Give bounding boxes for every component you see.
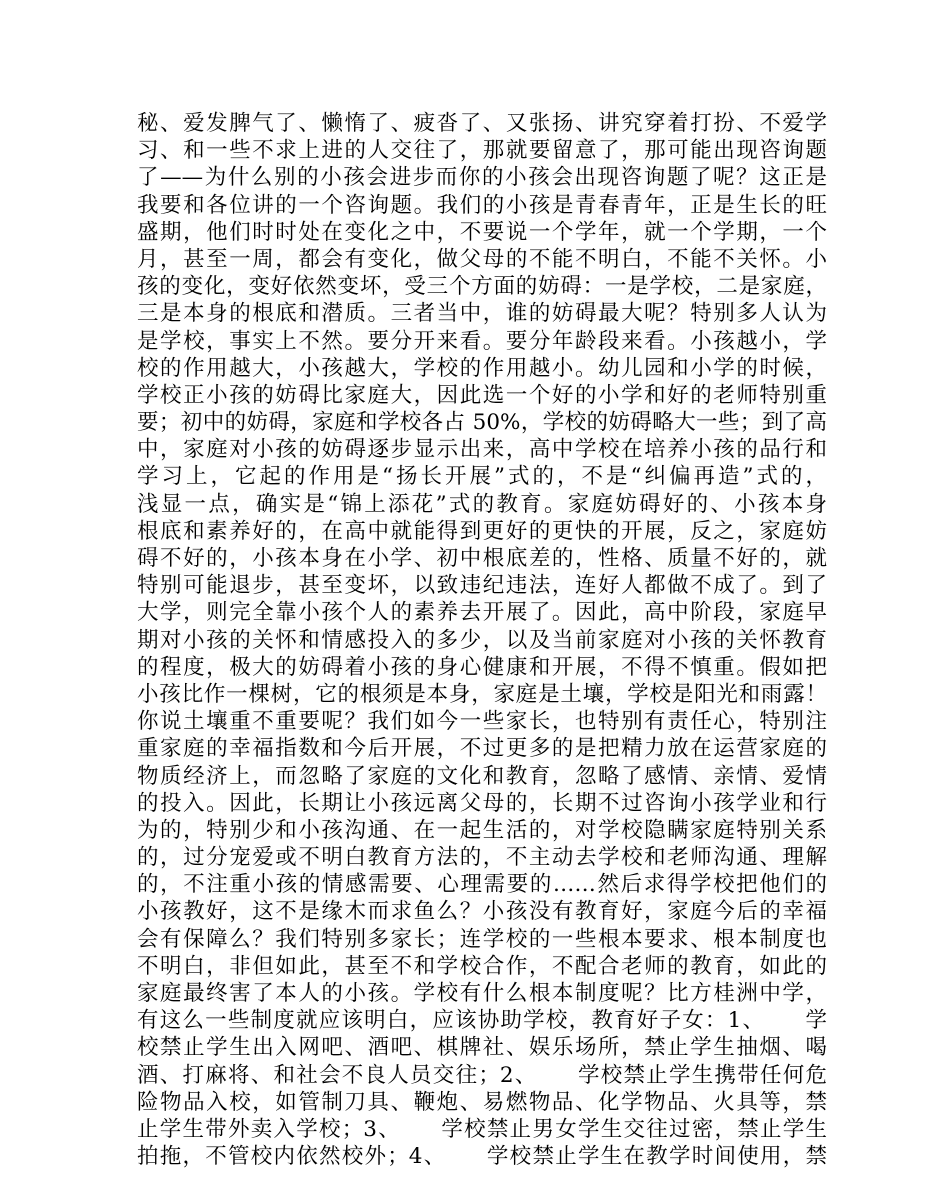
text-line: 学习上，它起的作用是“扬长开展”式的，不是“纠偏再造”式的， — [137, 464, 827, 490]
text-line: 习、和一些不求上进的人交往了，那就要留意了，那可能出现咨询题 — [137, 138, 827, 164]
text-line: 校禁止学生出入网吧、酒吧、棋牌社、娱乐场所，禁止学生抽烟、喝 — [137, 1035, 827, 1061]
text-line: 特别可能退步，甚至变坏，以致违纪违法，连好人都做不成了。到了 — [137, 573, 827, 599]
text-line: 孩的变化，变好依然变坏，受三个方面的妨碍：一是学校，二是家庭， — [137, 274, 827, 300]
text-line: 碍不好的，小孩本身在小学、初中根底差的，性格、质量不好的，就 — [137, 546, 827, 571]
text-line: 小孩比作一棵树，它的根须是本身，家庭是土壤，学校是阳光和雨露！ — [137, 681, 827, 707]
text-line: 为的，特别少和小孩沟通、在一起生活的，对学校隐瞒家庭特别关系 — [137, 817, 827, 843]
text-line: 你说土壤重不重要呢？我们如今一些家长，也特别有责任心，特别注 — [137, 709, 827, 735]
text-line: 要；初中的妨碍，家庭和学校各占 50%，学校的妨碍略大一些；到了高 — [137, 410, 827, 436]
text-line: 期对小孩的关怀和情感投入的多少，以及当前家庭对小孩的关怀教育 — [137, 627, 827, 653]
body-text — [137, 110, 827, 1170]
text-line: 根底和素养好的，在高中就能得到更好的更快的开展，反之，家庭妨 — [137, 518, 827, 544]
text-line: 拍拖，不管校内依然校外；4、 学校禁止学生在教学时间使用，禁 — [137, 1144, 827, 1170]
text-line: 大学，则完全靠小孩个人的素养去开展了。因此，高中阶段，家庭早 — [137, 600, 827, 626]
text-line: 三是本身的根底和潜质。三者当中，谁的妨碍最大呢？特别多人认为 — [137, 301, 827, 327]
text-line: 我要和各位讲的一个咨询题。我们的小孩是青春青年，正是生长的旺 — [137, 192, 827, 218]
text-line: 浅显一点，确实是“锦上添花”式的教育。家庭妨碍好的、小孩本身 — [137, 491, 827, 517]
text-line: 小孩教好，这不是缘木而求鱼么？小孩没有教育好，家庭今后的幸福 — [137, 899, 827, 925]
text-line: 盛期，他们时时处在变化之中，不要说一个学年，就一个学期，一个 — [137, 219, 827, 245]
text-line: 的程度，极大的妨碍着小孩的身心健康和开展，不得不慎重。假如把 — [137, 654, 827, 680]
text-line: 重家庭的幸福指数和今后开展，不过更多的是把精力放在运营家庭的 — [137, 736, 827, 762]
text-line: 是学校，事实上不然。要分开来看。要分年龄段来看。小孩越小，学 — [137, 328, 827, 354]
text-line: 不明白，非但如此，甚至不和学校合作，不配合老师的教育，如此的 — [137, 953, 827, 979]
text-line: 的投入。因此，长期让小孩远离父母的，长期不过咨询小孩学业和行 — [137, 790, 827, 816]
text-line: 了——为什么别的小孩会进步而你的小孩会出现咨询题了呢？这正是 — [137, 165, 827, 191]
text-line: 会有保障么？我们特别多家长；连学校的一些根本要求、根本制度也 — [137, 926, 827, 952]
text-line: 的，不注重小孩的情感需要、心理需要的……然后求得学校把他们的 — [137, 872, 827, 898]
text-line: 校的作用越大，小孩越大，学校的作用越小。幼儿园和小学的时候， — [137, 355, 827, 381]
text-line: 家庭最终害了本人的小孩。学校有什么根本制度呢？比方桂洲中学， — [137, 981, 827, 1006]
text-line: 物质经济上，而忽略了家庭的文化和教育，忽略了感情、亲情、爱情 — [137, 763, 827, 789]
text-line: 月，甚至一周，都会有变化，做父母的不能不明白，不能不关怀。小 — [137, 246, 827, 272]
text-line: 学校正小孩的妨碍比家庭大，因此选一个好的小学和好的老师特别重 — [137, 382, 827, 408]
text-line: 酒、打麻将、和社会不良人员交往；2、 学校禁止学生携带任何危 — [137, 1062, 827, 1088]
text-line: 中，家庭对小孩的妨碍逐步显示出来，高中学校在培养小孩的品行和 — [137, 437, 827, 463]
text-line: 有这么一些制度就应该明白，应该协助学校，教育好子女：1、 学 — [137, 1008, 827, 1034]
text-line: 止学生带外卖入学校；3、 学校禁止男女学生交往过密，禁止学生 — [137, 1116, 827, 1142]
text-line: 险物品入校，如管制刀具、鞭炮、易燃物品、化学物品、火具等，禁 — [137, 1089, 827, 1115]
text-line: 的，过分宠爱或不明白教育方法的，不主动去学校和老师沟通、理解 — [137, 845, 827, 871]
text-line: 秘、爱发脾气了、懒惰了、疲沓了、又张扬、讲究穿着打扮、不爱学 — [137, 111, 827, 136]
